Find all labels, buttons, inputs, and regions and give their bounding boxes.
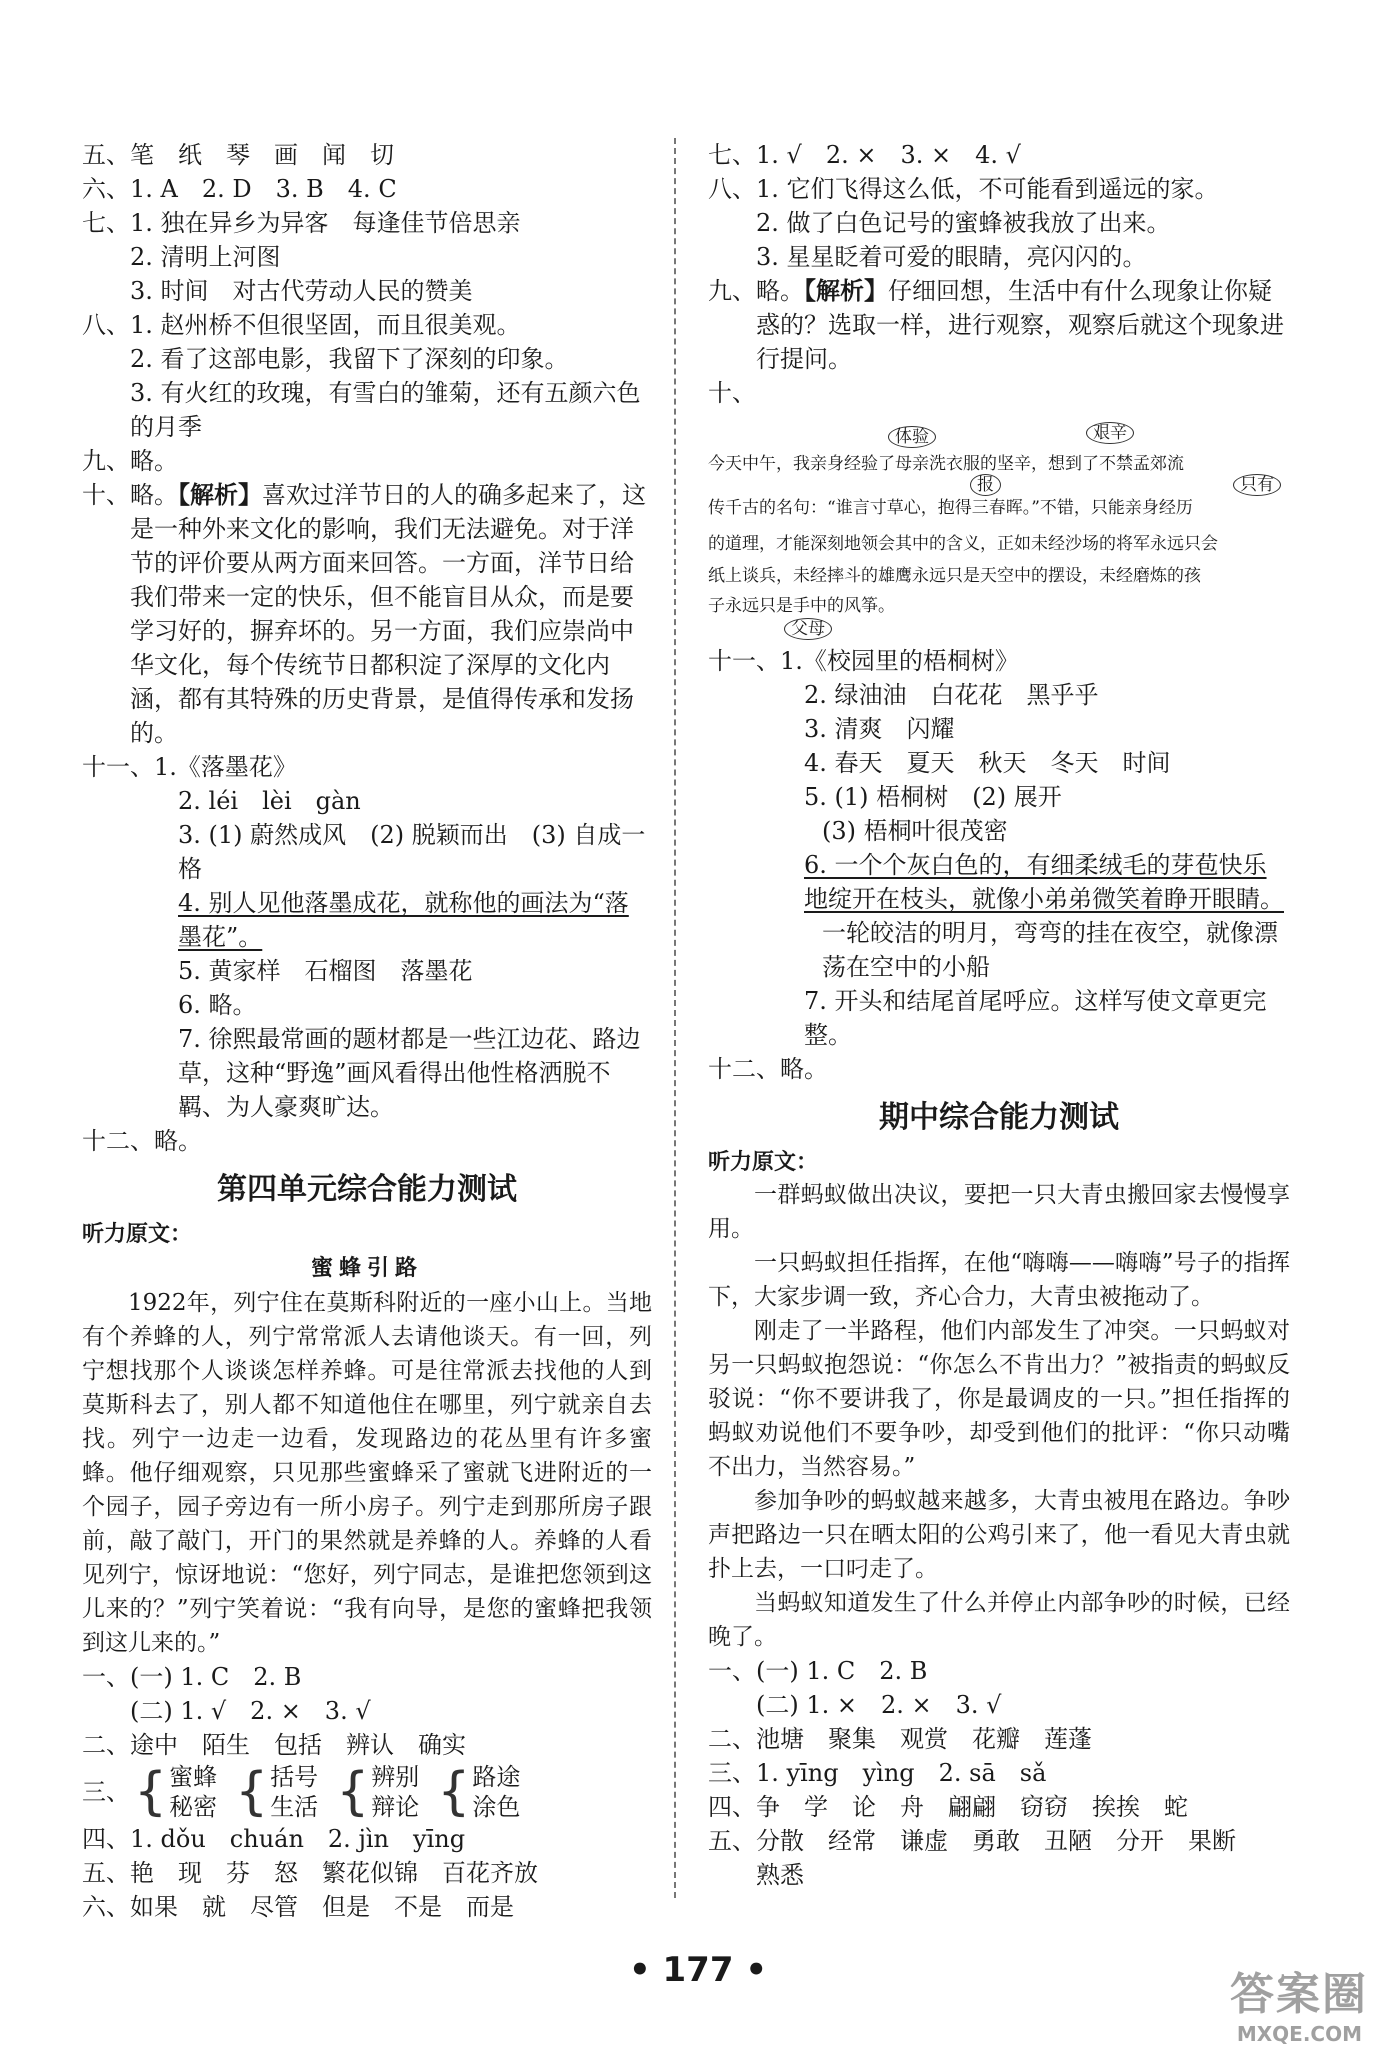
answer-line: 十一、1.《校园里的梧桐树》 [708, 647, 1019, 675]
pair-word: 路途 [472, 1763, 521, 1791]
answer-line: 5. (1) 梧桐树 (2) 展开 [804, 783, 1062, 811]
answer-line: 2. 清明上河图 [130, 243, 281, 271]
analysis-ten [82, 478, 652, 750]
passage-line: 的道理，才能深刻地领会其中的含义，正如未经沙场的将军永远只会 [708, 534, 1218, 554]
answer-line: 十、 [708, 379, 756, 407]
analysis-label: 【解析】 [178, 480, 262, 509]
analysis-label: 【解析】 [804, 276, 888, 305]
pair-word: 括号 [270, 1763, 319, 1791]
answer-line: 2. 看了这部电影，我留下了深刻的印象。 [130, 345, 569, 373]
answer-prefix: 十、略。 [82, 481, 178, 509]
story-paragraph: 当蚂蚁知道发生了什么并停止内部争吵的时候，已经晚了。 [708, 1590, 1290, 1650]
answer-line: 2. 做了白色记号的蜜蜂被我放了出来。 [756, 209, 1171, 237]
answer-line: 十二、略。 [82, 1127, 202, 1155]
pair-word: 辨别 [371, 1763, 420, 1791]
passage-line: 今天中午，我亲身经验了母亲洗衣服的坚辛，想到了不禁孟郊流 [708, 454, 1184, 474]
watermark-logo-text: 答案圈 [1230, 1969, 1368, 2020]
story-paragraph: 一只蚂蚁担任指挥，在他“嗨嗨——嗨嗨”号子的指挥下，大家步调一致，齐心合力，大青虫被拖动了。 [708, 1250, 1290, 1310]
analysis-text: 仔细回想，生活中有什么现象让你疑惑的？选取一样，进行观察，观察后就这个现象进行提问。 [756, 277, 1284, 373]
site-watermark [1148, 1956, 1368, 2046]
brace-icon: { [134, 1762, 168, 1822]
word-pairs [82, 1762, 652, 1822]
analysis-text: 喜欢过洋节日的人的确多起来了，这是一种外来文化的影响，我们无法避免。对于洋节的评价要从两方面来回答。一方面，洋节日给我们带来一定的快乐，但不能盲目从众，而是要学习好的，摒弃坏的。另一方面，我们应崇尚中华文化，每个传统节日都积淀了深厚的文化内涵，都有其特殊的历史背景，是值得传承和发扬的。 [130, 481, 646, 747]
answer-line: 四、争 学 论 舟 翩翩 窃窃 挨挨 蛇 [708, 1793, 1188, 1821]
page-number: • 177 • [628, 1950, 768, 1990]
word-pair [134, 1762, 217, 1822]
correction-mark: 体验 [888, 426, 936, 448]
answer-line: 一、(一) 1. C 2. B [708, 1657, 928, 1685]
watermark-url: MXQE.COM [1236, 2022, 1362, 2046]
listening-label: 听力原文： [708, 1149, 819, 1175]
answer-line: 7. 徐熙最常画的题材都是一些江边花、路边草，这种“野逸”画风看得出他性格洒脱不羁、为人豪爽旷达。 [178, 1025, 641, 1121]
right-column [708, 138, 1290, 1892]
answer-prefix: 九、略。 [708, 277, 804, 305]
story-title: 蜜蜂引路 [310, 1255, 423, 1281]
answer-line: 7. 开头和结尾首尾呼应。这样写使文章更完整。 [804, 987, 1267, 1049]
correction-mark: 报 [970, 474, 1001, 496]
answer-line: 六、如果 就 尽管 但是 不是 而是 [82, 1893, 514, 1921]
answer-line: 4. 春天 夏天 秋天 冬天 时间 [804, 749, 1171, 777]
handwritten-correction-passage [708, 422, 1290, 639]
correction-mark: 父母 [784, 618, 832, 640]
word-pair [235, 1762, 318, 1822]
story-paragraph: 一群蚂蚁做出决议，要把一只大青虫搬回家去慢慢享用。 [708, 1182, 1290, 1242]
answer-line: 七、1. √ 2. × 3. × 4. √ [708, 141, 1021, 169]
answer-line: 3. 星星眨着可爱的眼睛，亮闪闪的。 [756, 243, 1147, 271]
unit-heading: 第四单元综合能力测试 [217, 1172, 517, 1207]
column-divider [674, 138, 676, 1898]
answer-line: 九、略。 [82, 447, 178, 475]
answer-line: (3) 梧桐叶很茂密 [822, 817, 1008, 845]
answer-line: 二、池塘 聚集 观赏 花瓣 莲蓬 [708, 1725, 1092, 1753]
answer-line: 2. 绿油油 白花花 黑乎乎 [804, 681, 1099, 709]
correction-mark: 艰辛 [1086, 422, 1134, 444]
answer-line: 3. (1) 蔚然成风 (2) 脱颖而出 (3) 自成一格 [178, 821, 646, 883]
answer-line: 八、1. 它们飞得这么低，不可能看到遥远的家。 [708, 175, 1219, 203]
story-paragraph: 参加争吵的蚂蚁越来越多，大青虫被甩在路边。争吵声把路边一只在晒太阳的公鸡引来了，他一看见大青虫就扑上去，一口叼走了。 [708, 1488, 1290, 1582]
answer-line: 五、分散 经常 谦虚 勇敢 丑陋 分开 果断 [708, 1827, 1236, 1855]
answer-line: 十二、略。 [708, 1055, 828, 1083]
pair-word: 生活 [270, 1793, 319, 1821]
answer-line-underlined: 6. 一个个灰白色的，有细柔绒毛的芽苞快乐地绽开在枝头，就像小弟弟微笑着睁开眼睛。 [804, 851, 1284, 913]
left-column [82, 138, 652, 1924]
correction-mark: 只有 [1233, 474, 1281, 496]
answer-line: 六、1. A 2. D 3. B 4. C [82, 175, 397, 203]
answer-line: 3. 有火红的玫瑰，有雪白的雏菊，还有五颜六色的月季 [130, 379, 641, 441]
pair-word: 秘密 [169, 1793, 218, 1821]
passage-line: 传千古的名句：“谁言寸草心，抱得三春晖。”不错，只能亲身经历 [708, 498, 1193, 518]
answer-line: 五、艳 现 芬 怒 繁花似锦 百花齐放 [82, 1859, 538, 1887]
analysis-nine [708, 274, 1290, 376]
answer-line: 八、1. 赵州桥不但很坚固，而且很美观。 [82, 311, 521, 339]
answer-line: 一、(一) 1. C 2. B [82, 1663, 302, 1691]
pair-word: 涂色 [472, 1793, 521, 1821]
answer-line: (二) 1. × 2. × 3. √ [756, 1691, 1002, 1719]
story-paragraph: 1922年，列宁住在莫斯科附近的一座小山上。当地有个养蜂的人，列宁常常派人去请他谈天。有一回，列宁想找那个人谈谈怎样养蜂。可是往常派去找他的人到莫斯科去了，别人都不知道他住在哪里，列宁就亲自去找。列宁一边走一边看，发现路边的花丛里有许多蜜蜂。他仔细观察，只见那些蜜蜂采了蜜就飞进附近的一个园子，园子旁边有一所小房子。列宁走到那所房子跟前，敲了敲门，开门的果然就是养蜂的人。养蜂的人看见列宁，惊讶地说：“您好，列宁同志，是谁把您领到这儿来的？”列宁笑着说：“我有向导，是您的蜜蜂把我领到这儿来的。” [82, 1290, 652, 1656]
story-paragraph: 刚走了一半路程，他们内部发生了冲突。一只蚂蚁对另一只蚂蚁抱怨说：“你怎么不肯出力？”被指责的蚂蚁反驳说：“你不要讲我了，你是最调皮的一只。”担任指挥的蚂蚁劝说他们不要争吵，却受到他们的批评：“你只动嘴不出力，当然容易。” [708, 1318, 1290, 1480]
answer-line: 二、途中 陌生 包括 辨认 确实 [82, 1731, 466, 1759]
midterm-heading: 期中综合能力测试 [879, 1100, 1119, 1135]
passage-line: 纸上谈兵，未经摔斗的雄鹰永远只是天空中的摆设，未经磨炼的孩 [708, 566, 1201, 586]
pair-word: 辩论 [371, 1793, 420, 1821]
answer-line: 七、1. 独在异乡为异客 每逢佳节倍思亲 [82, 209, 521, 237]
brace-icon: { [437, 1762, 471, 1822]
answer-line: 2. léi lèi gàn [178, 787, 361, 815]
answer-line: 3. 清爽 闪耀 [804, 715, 955, 743]
answer-line: 熟悉 [756, 1861, 804, 1889]
answer-line: 6. 略。 [178, 991, 257, 1019]
passage-line: 子永远只是手中的风筝。 [708, 596, 895, 616]
answer-line: 四、1. dǒu chuán 2. jìn yīng [82, 1825, 466, 1853]
answer-line: (二) 1. √ 2. × 3. √ [130, 1697, 371, 1725]
answer-line: 十一、1.《落墨花》 [82, 753, 297, 781]
answer-line: 五、笔 纸 琴 画 闻 切 [82, 141, 394, 169]
listening-label: 听力原文： [82, 1221, 193, 1247]
brace-icon: { [235, 1762, 269, 1822]
answer-line: 一轮皎洁的明月，弯弯的挂在夜空，就像漂荡在空中的小船 [822, 919, 1278, 981]
pair-word: 蜜蜂 [169, 1763, 218, 1791]
answer-line: 3. 时间 对古代劳动人民的赞美 [130, 277, 473, 305]
answer-prefix: 三、 [82, 1778, 130, 1806]
brace-icon: { [336, 1762, 370, 1822]
word-pair [336, 1762, 419, 1822]
word-pair [437, 1762, 520, 1822]
answer-line-underlined: 4. 别人见他落墨成花，就称他的画法为“落墨花”。 [178, 889, 629, 951]
answer-line: 5. 黄家样 石榴图 落墨花 [178, 957, 473, 985]
answer-line: 三、1. yīng yìng 2. sā sǎ [708, 1759, 1047, 1787]
